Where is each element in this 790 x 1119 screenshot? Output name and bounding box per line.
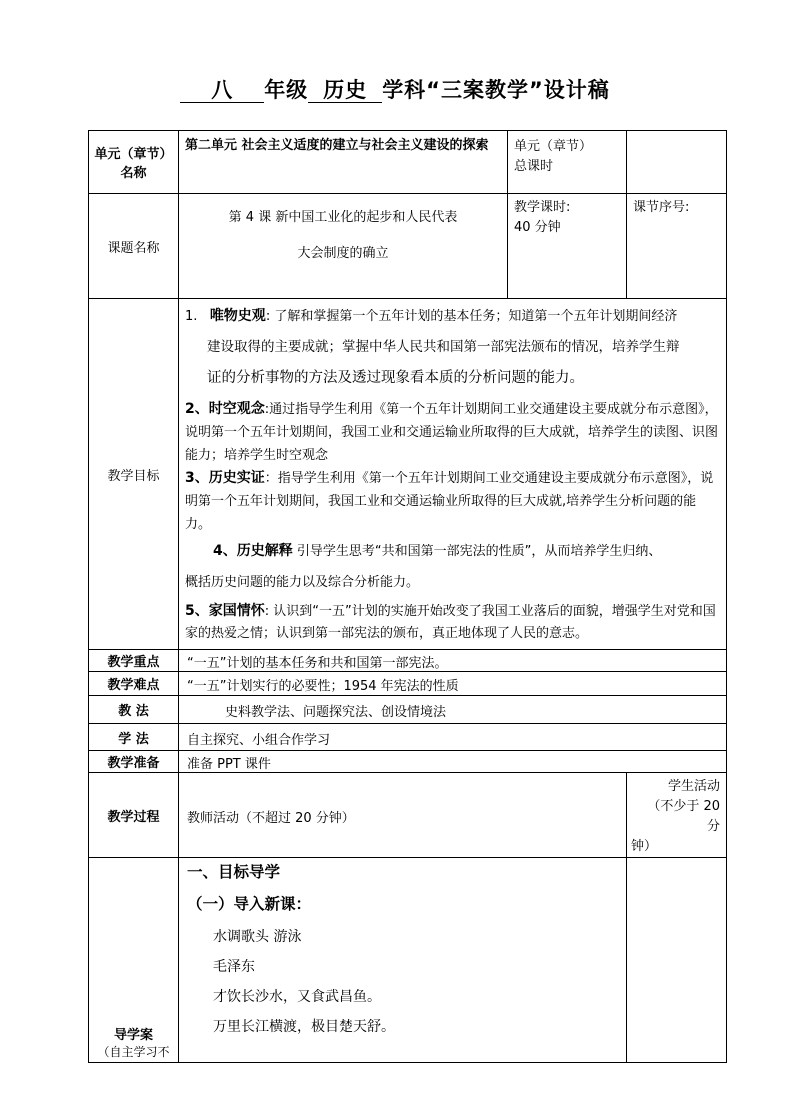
unit-row <box>89 131 727 194</box>
goal-4-text-b: 概括历史问题的能力以及综合分析能力。 <box>185 575 420 590</box>
guide-label: 导学案 <box>113 1028 153 1043</box>
goal-1-keyword: 唯物史观 <box>209 308 266 324</box>
student-activity-line1: 学生活动 <box>668 779 721 794</box>
learn-row <box>89 724 727 751</box>
learn-value: 自主探究、小组合作学习 <box>179 724 727 751</box>
process-label: 教学过程 <box>89 773 179 858</box>
goal-4 <box>185 536 718 598</box>
guide-label-cell <box>89 858 179 1063</box>
goal-5 <box>185 600 718 645</box>
guide-row <box>89 858 727 1063</box>
poem-title: 水调歌头 游泳 <box>213 929 302 945</box>
difficulty-row <box>89 672 727 696</box>
lesson-label: 课题名称 <box>89 194 179 299</box>
unit-name: 第二单元 社会主义适度的建立与社会主义建设的探索 <box>179 131 508 194</box>
unit-label-cell <box>89 131 179 194</box>
subsection-heading: （一）导入新课： <box>187 895 312 913</box>
unit-hours-value <box>627 131 727 194</box>
goal-1-text-b: 建设取得的主要成就；掌握中华人民共和国第一部宪法颁布的情况，培养学生辩 <box>207 339 680 355</box>
goal-2-number: 2、 <box>185 401 209 417</box>
poem-line-1: 才饮长沙水，又食武昌鱼。 <box>213 989 381 1005</box>
learn-label: 学 法 <box>89 724 179 751</box>
goal-1-number: 1. <box>185 309 198 324</box>
goal-4-keyword: 历史解释 <box>236 543 293 559</box>
focus-row <box>89 650 727 672</box>
prep-row <box>89 751 727 773</box>
subject-blank: 历史 <box>308 78 382 103</box>
lesson-seq-label: 课节序号: <box>627 194 727 299</box>
unit-hours-label-cell <box>508 131 627 194</box>
unit-label-line2: 名称 <box>120 166 147 181</box>
guide-content <box>179 858 627 1063</box>
focus-label: 教学重点 <box>89 650 179 672</box>
lesson-row <box>89 194 727 299</box>
goal-1 <box>185 301 718 394</box>
goals-label: 教学目标 <box>89 299 179 650</box>
duration-cell <box>508 194 627 299</box>
goal-4-number: 4、 <box>213 543 237 559</box>
goal-3-keyword: 历史实证 <box>208 470 265 486</box>
goal-3-text: ：指导学生利用《第一个五年计划期间工业交通建设主要成就分布示意图》，说明第一个五年计划期间，我国工业和交通运输业所取得的巨大成就,培养学生分析问题的能力。 <box>185 471 714 532</box>
goal-4-text-a: 引导学生思考“共和国第一部宪法的性质”，从而培养学生归纳、 <box>292 544 662 559</box>
unit-hours-label-line1: 单元（章节） <box>514 139 593 154</box>
lesson-title-cell <box>179 194 508 299</box>
lesson-title-line2: 大会制度的确立 <box>297 246 389 261</box>
student-activity-header <box>627 773 727 858</box>
guide-label-sub: （自主学习不 <box>97 1045 170 1059</box>
title-rest: 学科“三案教学”设计稿 <box>382 78 610 102</box>
unit-label-line1: 单元（章节） <box>94 147 173 162</box>
difficulty-label: 教学难点 <box>89 672 179 696</box>
grade-suffix: 年级 <box>264 78 309 102</box>
goal-2 <box>185 398 718 467</box>
prep-value: 准备 PPT 课件 <box>179 751 727 773</box>
goal-3-number: 3、 <box>185 470 209 486</box>
method-row <box>89 696 727 724</box>
duration-value: 40 分钟 <box>514 220 561 235</box>
process-row <box>89 773 727 858</box>
teacher-activity-header: 教师活动（不超过 20 分钟） <box>179 773 627 858</box>
unit-hours-label-line2: 总课时 <box>514 159 554 174</box>
document-title <box>0 74 790 104</box>
prep-label: 教学准备 <box>89 751 179 773</box>
student-activity-line3: 钟） <box>631 839 658 854</box>
difficulty-value: “一五”计划实行的必要性；1954 年宪法的性质 <box>179 672 727 696</box>
goal-1-text-a: : 了解和掌握第一个五年计划的基本任务；知道第一个五年计划期间经济 <box>265 309 678 324</box>
section-heading: 一、目标导学 <box>187 863 281 881</box>
goal-1-text-c: 证的分析事物的方法及透过现象看本质的分析问题的能力。 <box>207 370 584 386</box>
poem-author: 毛泽东 <box>213 959 255 975</box>
poem-line-2: 万里长江横渡，极目楚天舒。 <box>213 1019 395 1035</box>
goal-5-number: 5、 <box>185 603 209 619</box>
student-activity-line2: （不少于 20 分 <box>647 799 721 834</box>
lesson-plan-table <box>88 130 727 1063</box>
method-label: 教 法 <box>89 696 179 724</box>
goal-2-text: :通过指导学生利用《第一个五年计划期间工业交通建设主要成就分布示意图》，说明第一个五年计划期间，我国工业和交通运输业所取得的巨大成就，培养学生的读图、识图能力；培养学生时空观念 <box>185 402 719 463</box>
goals-row <box>89 299 727 650</box>
lesson-title-line1: 第 4 课 新中国工业化的起步和人民代表 <box>228 210 458 225</box>
goal-5-keyword: 家国情怀 <box>208 603 265 619</box>
goal-3 <box>185 467 718 536</box>
goal-5-text: : 认识到“一五”计划的实施开始改变了我国工业落后的面貌，增强学生对党和国家的热爱之情；认识到第一部宪法的颁布，真正地体现了人民的意志。 <box>185 604 716 641</box>
goals-cell <box>179 299 727 650</box>
duration-label: 教学课时: <box>514 200 571 215</box>
goal-2-keyword: 时空观念 <box>208 401 265 417</box>
focus-value: “一五”计划的基本任务和共和国第一部宪法。 <box>179 650 727 672</box>
grade-blank: 八 <box>180 78 264 103</box>
student-activity-cell <box>627 858 727 1063</box>
method-value: 史料教学法、问题探究法、创设情境法 <box>179 696 727 724</box>
